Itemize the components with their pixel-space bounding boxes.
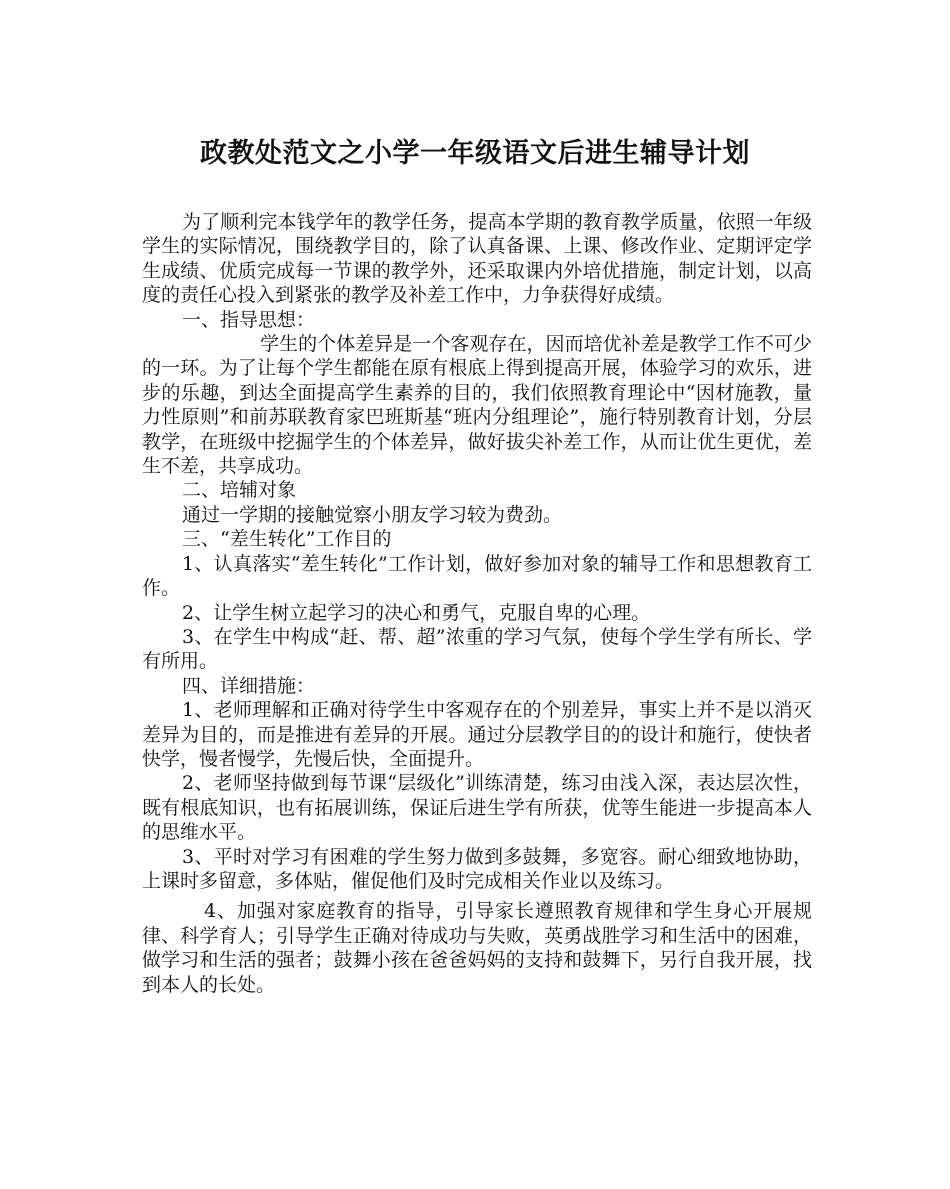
section-heading-measures: 四、详细措施： — [182, 674, 316, 697]
goal-item-3: 3、在学生中构成“赶、帮、超”浓重的学习气氛，使每个学生学有所长、学有所用。 — [142, 625, 812, 673]
goal-item-1: 1、认真落实“差生转化”工作计划，做好参加对象的辅导工作和思想教育工作。 — [142, 552, 812, 600]
goal-item-2: 2、让学生树立起学习的决心和勇气，克服自卑的心理。 — [182, 601, 651, 624]
measure-item-1: 1、老师理解和正确对待学生中客观存在的个别差异，事实上并不是以消灭差异为目的，而是推进有差异的开展。通过分层教学目的的设计和施行，使快者快学，慢者慢学，先慢后快，全面提升。 — [142, 699, 812, 770]
document-body — [142, 210, 812, 997]
intro-paragraph: 为了顺利完本钱学年的教学任务，提高本学期的教育教学质量，依照一年级学生的实际情况，围绕教学目的，除了认真备课、上课、修改作业、定期评定学生成绩、优质完成每一节课的教学外，还采取课内外培优措施，制定计划，以高度的责任心投入到紧张的教学及补差工作中，力争获得好成绩。 — [142, 211, 812, 307]
document-title: 政教处范文之小学一年级语文后进生辅导计划 — [200, 138, 750, 169]
measure-item-4: 4、加强对家庭教育的指导，引导家长遵照教育规律和学生身心开展规律、科学育人；引导学生正确对待成功与失败，英勇战胜学习和生活中的困难，做学习和生活的强者；鼓舞小孩在爸爸妈妈的支持和鼓舞下，另行自我开展，找到本人的长处。 — [142, 900, 812, 996]
section-heading-goals: 三、“差生转化”工作目的 — [182, 528, 392, 551]
target-paragraph: 通过一学期的接触觉察小朋友学习较为费劲。 — [182, 503, 563, 526]
section-heading-target: 二、培辅对象 — [182, 479, 297, 502]
measure-item-3: 3、平时对学习有困难的学生努力做到多鼓舞，多宽容。耐心细致地协助，上课时多留意，多体贴，催促他们及时完成相关作业以及练习。 — [142, 845, 812, 892]
section-heading-guiding-thought: 一、指导思想： — [182, 308, 316, 331]
guiding-thought-paragraph: 学生的个体差异是一个客观存在，因而培优补差是教学工作不可少的一环。为了让每个学生都能在原有根底上得到提高开展，体验学习的欢乐，进步的乐趣，到达全面提高学生素养的目的，我们依照教育理论中“因材施教，量力性原则”和前苏联教育家巴班斯基“班内分组理论”，施行特别教育计划，分层教学，在班级中挖掘学生的个体差异，做好拔尖补差工作，从而让优生更优，差生不差，共享成功。 — [142, 333, 812, 478]
measure-item-2: 2、老师坚持做到每节课“层级化”训练清楚，练习由浅入深，表达层次性，既有根底知识，也有拓展训练，保证后进生学有所获，优等生能进一步提高本人的思维水平。 — [142, 772, 812, 844]
